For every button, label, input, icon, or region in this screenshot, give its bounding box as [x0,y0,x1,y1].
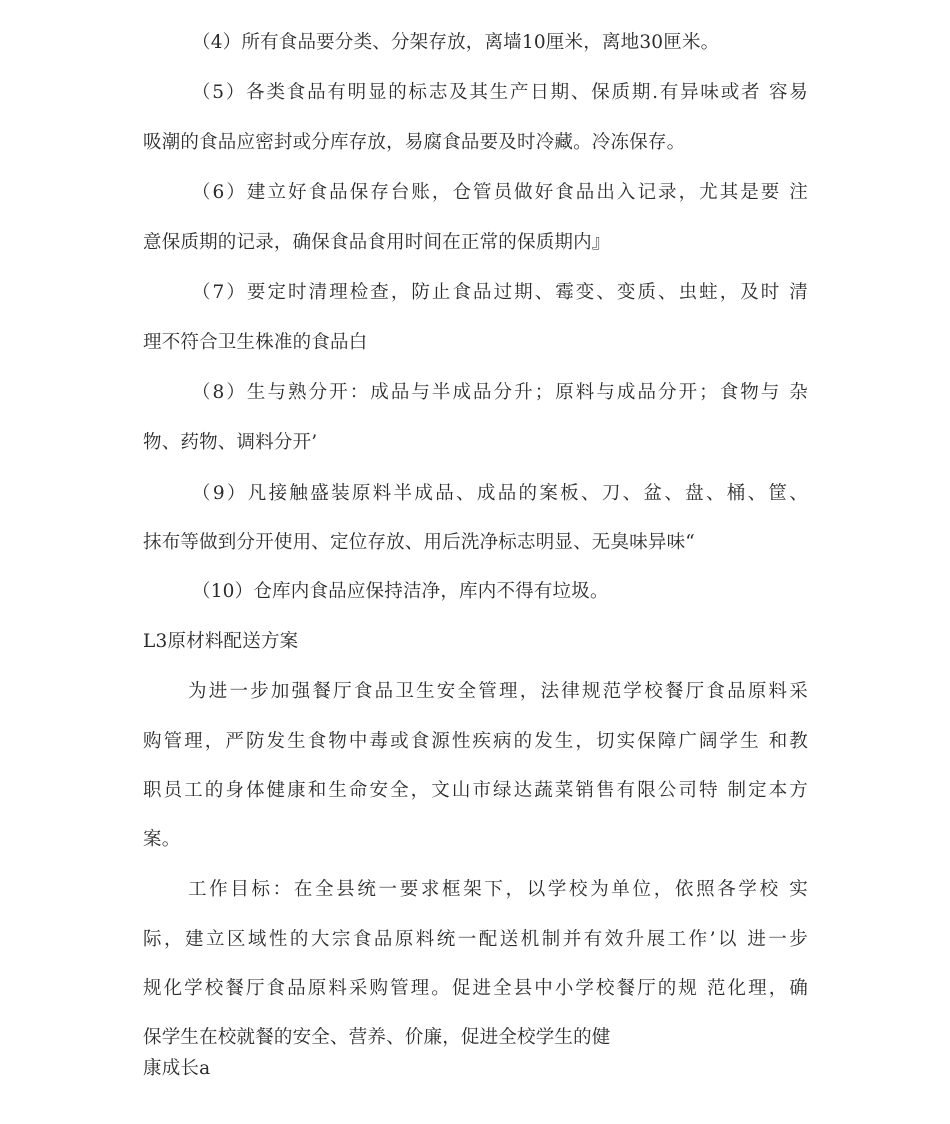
goal-paragraph-line-2: 际，建立区域性的大宗食品原料统一配送机制并有效升展工作’以 进一步 [143,929,808,950]
paragraph-item-5: （5）各类食品有明显的标志及其生产日期、保质期.有异味或者 容易 [192,82,808,103]
paragraph-item-6: （6）建立好食品保存台账，仓管员做好食品出入记录，尤其是要 注 [192,182,808,203]
intro-paragraph-line-3: 职员工的身体健康和生命安全，文山市绿达蔬菜销售有限公司特 制定本方 [143,780,808,801]
paragraph-item-9-cont: 抹布等做到分开使用、定位存放、用后洗净标志明显、无臭味异味“ [143,532,695,553]
intro-paragraph-line-2: 购管理，严防发生食物中毒或食源性疾病的发生，切实保障广阔学生 和教 [143,731,808,752]
intro-paragraph-line-4: 案。 [143,829,181,850]
paragraph-item-5-cont: 吸潮的食品应密封或分库存放，易腐食品要及时冷藏。冷冻保存。 [143,132,686,153]
section-heading: L3原材料配送方案 [143,631,299,652]
paragraph-item-9: （9）凡接触盛装原料半成品、成品的案板、刀、盆、盘、桶、筐、 [192,483,808,504]
paragraph-item-7: （7）要定时清理检查，防止食品过期、霉变、变质、虫蛀，及时 清 [192,282,808,303]
paragraph-item-6-cont: 意保质期的记录，确保食品食用时间在正常的保质期内』 [143,232,611,253]
goal-paragraph-line-5: 康成长a [143,1058,211,1079]
goal-paragraph-line-1: 工作目标：在全县统一要求框架下，以学校为单位，依照各学校 实 [188,879,808,900]
intro-paragraph-line-1: 为进一步加强餐厅食品卫生安全管理，法律规范学校餐厅食品原料采 [188,681,808,702]
paragraph-item-8: （8）生与熟分开：成品与半成品分升；原料与成品分开；食物与 杂 [192,382,808,403]
goal-paragraph-line-4: 保学生在校就餐的安全、营养、价廉，促进全校学生的健 [143,1027,611,1048]
goal-paragraph-line-3: 规化学校餐厅食品原料采购管理。促进全县中小学校餐厅的规 范化理，确 [143,978,808,999]
paragraph-item-7-cont: 理不符合卫生株准的食品白 [143,332,368,353]
paragraph-item-8-cont: 物、药物、调料分开’ [143,432,318,453]
paragraph-item-10: （10）仓库内食品应保持洁净，库内不得有垃圾。 [192,581,609,602]
paragraph-item-4: （4）所有食品要分类、分架存放，离墙10厘米，离地30匣米。 [192,32,720,53]
